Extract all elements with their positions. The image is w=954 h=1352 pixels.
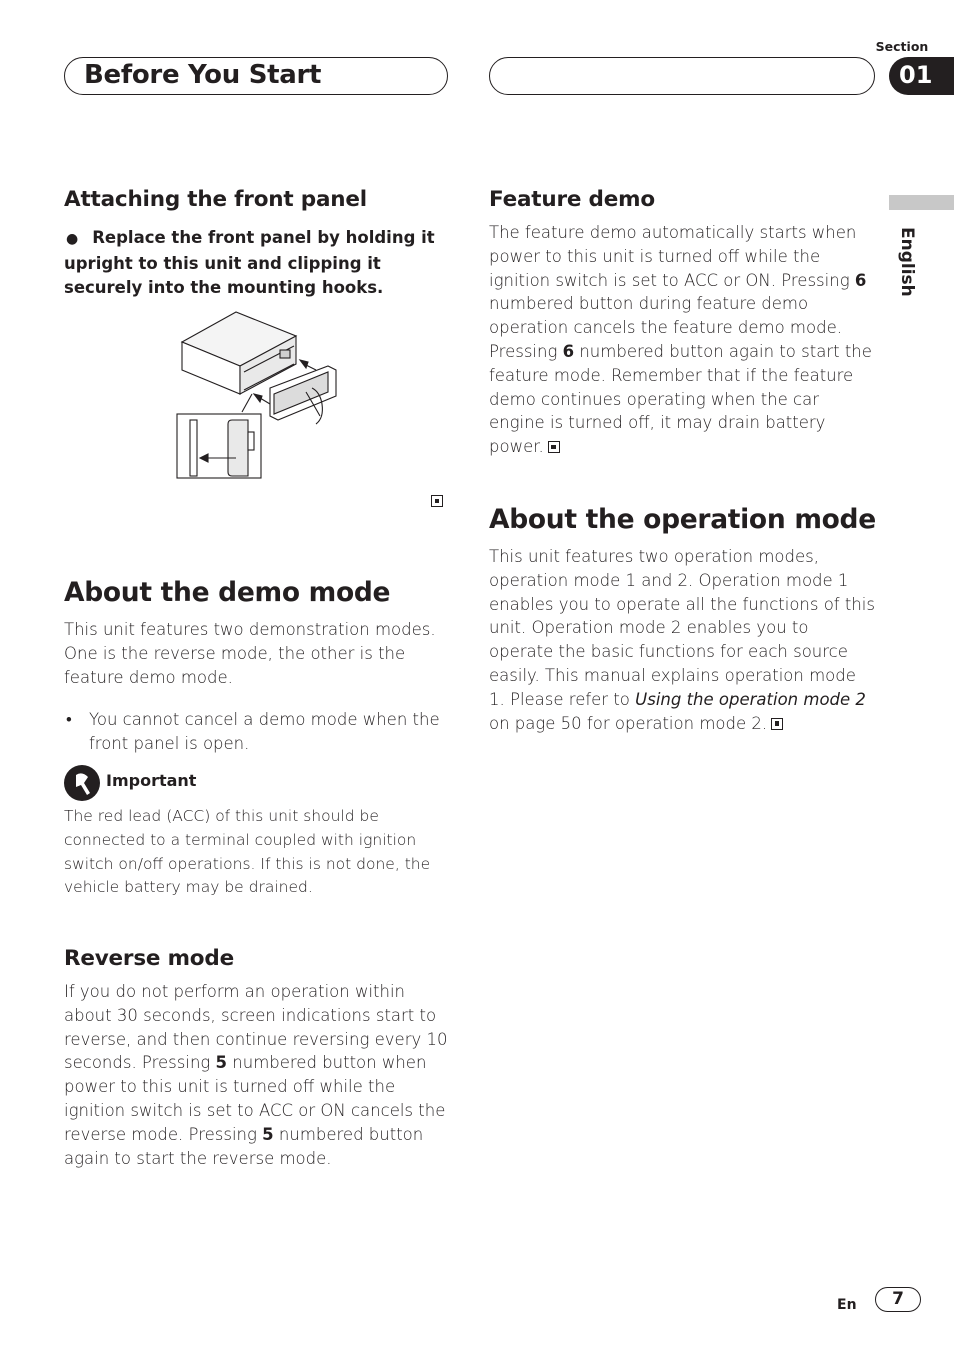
reverse-text-2: numbered button when power to this unit is turned off while the ignition switch is set to ACC or ON cancels the reverse mode. Pressing (64, 1053, 446, 1144)
button-number-5: 5 (215, 1053, 228, 1073)
demo-mode-bullet (64, 708, 449, 756)
language-code: En (837, 1297, 857, 1313)
button-number-6: 6 (854, 270, 867, 290)
feature-demo-text (489, 221, 875, 459)
demo-mode-text: This unit features two demonstration modes. One is the reverse mode, the other is the feature demo mode. (64, 620, 436, 687)
language-label: English (897, 227, 917, 297)
chapter-title: Before You Start (84, 60, 322, 90)
demo-mode-heading: About the demo mode (64, 577, 391, 608)
attaching-instruction-text: Replace the front panel by holding it upright to this unit and clipping it securely into the mounting hooks. (64, 228, 435, 297)
attaching-heading: Attaching the front panel (64, 187, 367, 212)
important-label: Important (106, 771, 197, 790)
chapter-title-pill (64, 57, 448, 95)
front-panel-illustration (176, 308, 348, 480)
important-text: The red lead (ACC) of this unit should be connected to a terminal coupled with ignition switch on/off operations. If this is not done, the vehicle battery may be drained. (64, 807, 431, 897)
section-number: 01 (899, 61, 933, 89)
feature-text-2: numbered button during feature demo operation cancels the feature demo mode. Pressing (489, 294, 842, 361)
language-tab (889, 195, 954, 210)
feature-text-1: The feature demo automatically starts when power to this unit is turned off while the ignition switch is set to ACC or ON. Pressing (489, 223, 857, 290)
section-end-mark (771, 718, 783, 730)
operation-mode-heading: About the operation mode (489, 504, 876, 535)
feature-demo-heading: Feature demo (489, 187, 655, 212)
feature-text-3: numbered button again to start the feature mode. Remember that if the feature demo continues operating when the car engine is turned off, it may drain battery power. (489, 341, 872, 457)
button-number-5: 5 (262, 1124, 274, 1144)
operation-text-1: This unit features two operation modes, operation mode 1 and 2. Operation mode 1 enables you to operate all the functions of this unit. Operation mode 2 enables you to operate the basic functions for each source easily. This manual explains operation mode 1. Please refer to (489, 547, 875, 709)
page-number: 7 (892, 1289, 904, 1309)
reverse-mode-text (64, 980, 448, 1170)
page-number-pill (875, 1287, 921, 1312)
operation-text-2: on page 50 for operation mode 2. (489, 713, 768, 733)
operation-mode-2-reference: Using the operation mode 2 (635, 689, 866, 709)
bullet-dot: ● (66, 231, 79, 247)
reverse-mode-heading: Reverse mode (64, 946, 234, 971)
section-end-mark (431, 495, 443, 507)
important-icon (64, 765, 100, 801)
header-right-pill (489, 57, 875, 95)
section-end-mark (548, 441, 560, 453)
bullet-symbol: • (66, 710, 72, 729)
section-number-badge (889, 57, 954, 95)
reverse-text-1: If you do not perform an operation within about 30 seconds, screen indications start to reverse, and then continue reversing every 10 seconds. Pressing (64, 982, 448, 1073)
section-label: Section (875, 39, 929, 54)
operation-mode-text (489, 545, 875, 735)
reverse-text-3: numbered button again to start the reverse mode. (64, 1124, 424, 1168)
button-number-6: 6 (562, 341, 575, 361)
demo-mode-bullet-text: You cannot cancel a demo mode when the front panel is open. (89, 710, 440, 753)
attaching-instruction (64, 226, 448, 299)
